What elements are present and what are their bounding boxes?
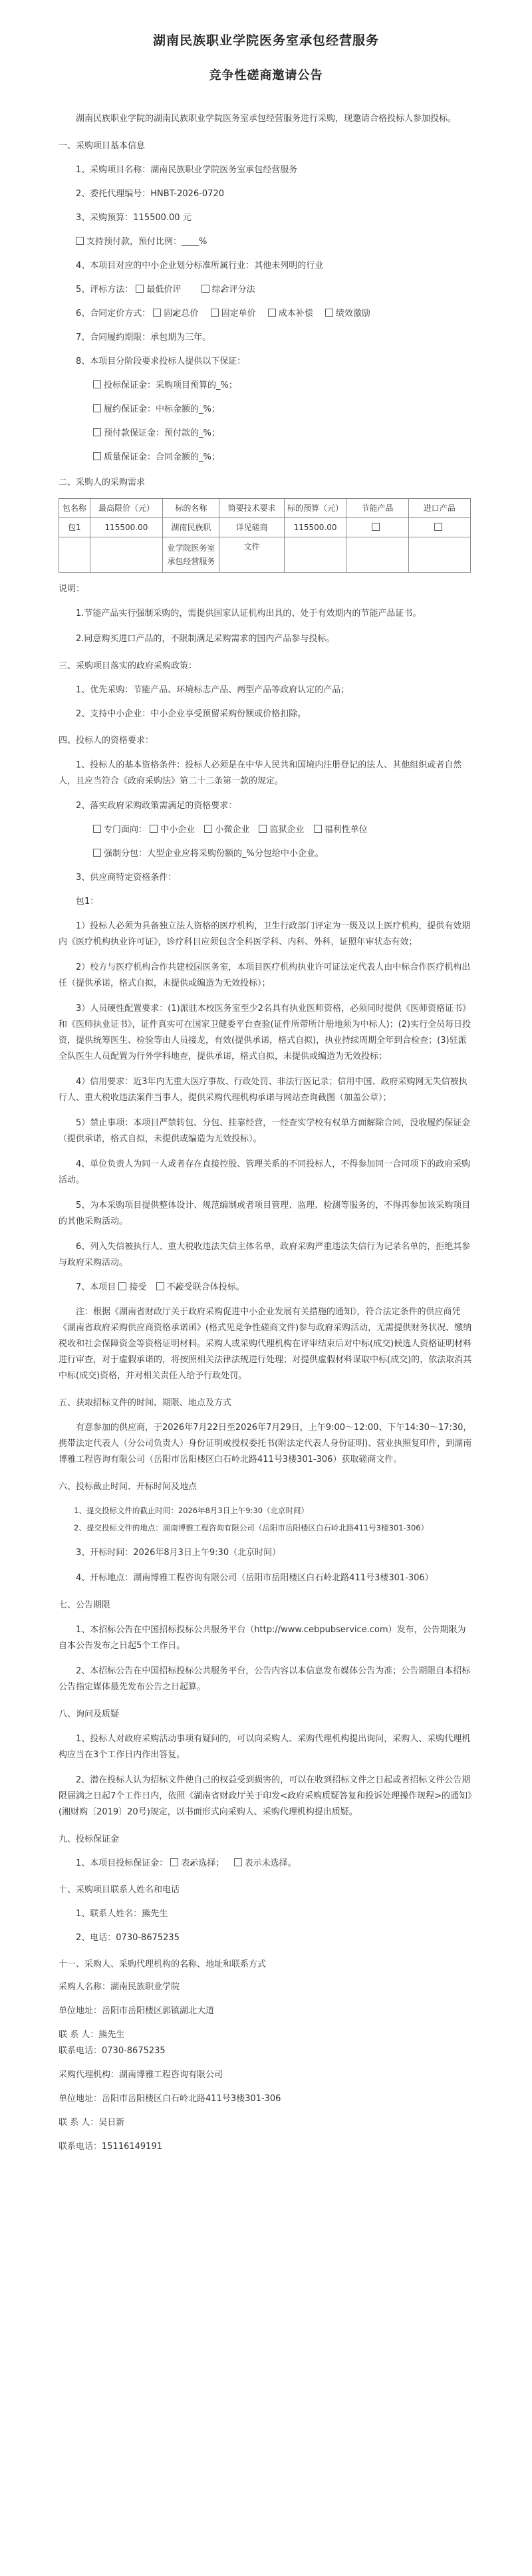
deadline-time: 1、提交投标文件的截止时间：2026年8月3日上午9:30（北京时间） [74,1506,309,1515]
col-header: 节能产品 [346,499,408,518]
prepay-checkbox[interactable] [76,237,84,245]
project-budget: 3、采购预算：115500.00 元 [76,213,192,223]
note-title: 说明： [59,584,85,594]
cell-empty [90,537,163,573]
deposit-item [59,426,473,441]
consortium-reject: 不接受联合体投标。 [166,1282,245,1292]
policy-1: 1、优先采购：节能产品、环境标志产品、两型产品等政府认定的产品； [76,685,350,695]
obtain-docs: 有意参加的供应商，于2026年7月22日至2026年7月29日，上午9:00～12:00、下午14:30～17:30，携带法定代表人（分公司负责人）身份证明或授权委托书(附法定代表人身份证明)、营业执照复印件，到湖南博雅工程咨询有限公司（岳阳市岳阳楼区白石岭北路411号3楼301-306）获取磋商文件。 [59,1423,472,1465]
inquiry-1: 1、投标人对政府采购活动事项有疑问的，可以向采购人、采购代理机构提出询问，采购人、采购代理机构应当在3个工作日内作出答复。 [59,1734,471,1760]
cell-import [408,518,470,537]
section-10-heading: 十、采购项目联系人姓名和电话 [59,1885,180,1895]
section-3-heading: 三、采购项目落实的政府采购政策： [59,661,198,671]
deposit-checkbox[interactable] [93,452,101,460]
consortium-reject-checkbox[interactable] [156,1282,164,1290]
opt-micro: 小微企业 [215,825,250,835]
subcontract-label: 强制分包： [104,849,148,859]
prepay-value: ____% [182,237,207,247]
eval-opt2: 综合评分法 [211,285,255,295]
qual-item-1: 1）投标人必须为具备独立法人资格的医疗机构，卫生行政部门评定为一级及以上医疗机构，提供有效期内《医疗机构执业许可证》，诊疗科目应须包含全科医学科、内科、外科，证照年审状态有效； [59,921,471,947]
cell-item: 湖南民族职 [163,518,219,537]
sme-checkbox[interactable] [150,825,158,833]
dedicated-checkbox[interactable] [93,825,101,833]
section-8-heading: 八、询问及质疑 [59,1709,120,1719]
subcontract-checkbox[interactable] [93,849,101,857]
qual-specific: 3、供应商特定资格条件： [76,873,177,883]
opening-time: 3、开标时间：2026年8月3日上午9:30（北京时间） [76,1548,281,1558]
eval-method-row [59,283,473,297]
agent-name: 采购代理机构：湖南博雅工程咨询有限公司 [59,2070,223,2080]
dedicated-label: 专门面向： [104,825,148,835]
sme-industry: 4、本项目对应的中小企业划分标准所属行业：其他未列明的行业 [76,261,324,271]
deposit-item-label: 履约保证金：中标金额的_%； [104,404,220,414]
deposit-item-label: 质量保证金：合同金额的_%； [104,452,220,462]
deadline-place: 2、提交投标文件的地点：湖南博雅工程咨询有限公司（岳阳市岳阳楼区白石岭北路411号3楼301-306） [74,1523,429,1532]
requirements-table [59,498,471,573]
dedicated-row [59,823,473,837]
deposit-item [59,378,473,393]
buyer-contact: 联 系 人：熊先生 [59,2030,125,2040]
project-name: 1、采购项目名称：湖南民族职业学院医务室承包经营服务 [76,165,298,175]
table-header-row [59,499,471,518]
cell-budget: 115500.00 [284,518,346,537]
deposit-checkbox[interactable] [93,428,101,436]
qual-item-3: 3）人员硬性配置要求：(1)派驻本校医务室至少2名具有执业医师资格，必须同时提供《医师资格证书》和《医师执业证书》，证件真实可在国家卫健委平台查验(证件所带所计册地须为中标人)；(2)实行全员每日投资，提供统筹医生、检验等由人员接龙，有效(提供承诺，格式自拟)，执业持续周期全年到合检查；(3)驻派全队医生人员配置为行外学科地查，提供承诺，格式自拟，未提供或编造为无效投标； [59,1004,471,1062]
contract-opt1: 固定总价 [164,309,199,319]
cell-empty [59,537,90,573]
deposit-item-label: 投标保证金：采购项目预算的_%； [104,380,237,390]
eval-opt1: 最低价评 [146,285,182,295]
welfare-checkbox[interactable] [314,825,322,833]
deposit-item-label: 预付款保证金：预付款的_%； [104,428,220,438]
note-1: 1.节能产品实行强制采购的，需提供国家认证机构出具的、处于有效期内的节能产品证书。 [76,609,422,619]
agent-address: 单位地址：岳阳市岳阳楼区白石岭北路411号3楼301-306 [59,2094,281,2104]
contract-opt2: 固定单价 [221,309,256,319]
cell-item-cont: 业学院医务室承包经营服务 [163,537,219,573]
col-header: 包名称 [59,499,90,518]
subcontract-text: 大型企业应将采购份额的_%分包给中小企业。 [147,849,324,859]
contract-opt4: 绩效激励 [335,309,370,319]
section-4-heading: 四、投标人的资格要求： [59,736,154,746]
eval-lowest-price-checkbox[interactable] [136,285,144,293]
consortium-accept-checkbox[interactable] [118,1282,126,1290]
col-header: 最高限价（元） [90,499,163,518]
bid-bond-row [59,1856,473,1871]
section-5-heading: 五、获取招标文件的时间、期限、地点及方式 [59,1398,232,1408]
contract-fixed-total-checkbox[interactable] [153,309,161,317]
import-checkbox[interactable] [434,523,442,531]
cell-empty [346,537,408,573]
contract-incentive-checkbox[interactable] [325,309,333,317]
qual-5: 5、为本采购项目提供整体设计、规范编制或者项目管理、监理、检测等服务的，不得再参加该采购项目的其他采购活动。 [59,1201,471,1226]
section-11-heading: 十一、采购人、采购代理机构的名称、地址和联系方式 [59,1959,267,1969]
qual-basic: 1、投标人的基本资格条件：投标人必须是在中华人民共和国境内注册登记的法人、其他组织或者自然人，且应当符合《政府采购法》第二十二条第一款的规定。 [59,760,462,786]
intro-paragraph: 湖南民族职业学院的湖南民族职业学院医务室承包经营服务进行采购，现邀请合格投标人参加投标。 [76,114,457,124]
buyer-address: 单位地址：岳阳市岳阳楼区郭镇湖北大道 [59,2006,215,2016]
deposit-checkbox[interactable] [93,380,101,388]
cell-energy [346,518,408,537]
deposit-checkbox[interactable] [93,404,101,412]
energy-checkbox[interactable] [372,523,380,531]
contract-fixed-unit-checkbox[interactable] [211,309,219,317]
prepay-label: 支持预付款，预付比例： [86,237,182,247]
prison-checkbox[interactable] [259,825,267,833]
contract-opt3: 成本补偿 [278,309,313,319]
opt-welfare: 福利性单位 [324,825,368,835]
contact-phone: 2、电话：0730-8675235 [76,1933,180,1943]
qual-package: 包1： [76,897,99,907]
section-1-heading: 一、采购项目基本信息 [59,141,146,151]
eval-comprehensive-checkbox[interactable] [201,285,209,293]
agent-phone: 联系电话：15116149191 [59,2142,162,2152]
buyer-phone: 联系电话：0730-8675235 [59,2046,166,2056]
qual-item-4: 4）信用要求：近3年内无重大医疗事故、行政处罚、非法行医记录；信用中国、政府采购网无失信被执行人、重大税收违法案件当事人，提供采购代理机构承诺与网站查询截图（加盖公章）； [59,1077,467,1103]
section-2-heading: 二、采购人的采购需求 [59,478,146,488]
notice-period-1: 1、本招标公告在中国招标投标公共服务平台（http://www.cebpubservice.com）发布，公告期限为自本公告发布之日起5个工作日。 [59,1625,466,1651]
deposit-item [59,450,473,465]
qual-item-2: 2）校方与医疗机构合作共建校园医务室，本项目医疗机构执业许可证法定代表人由中标合作医疗机构出任（提供承诺，格式自拟，未提供或编造为无效投标）； [59,962,471,988]
qual-4: 4、单位负责人为同一人或者存在直接控股、管理关系的不同投标人，不得参加同一合同项下的政府采购活动。 [59,1159,471,1185]
consortium-row [59,1280,473,1295]
col-header: 标的预算（元） [284,499,346,518]
col-header: 进口产品 [408,499,470,518]
cell-empty [408,537,470,573]
prepay-row [59,235,473,249]
cell-limit: 115500.00 [90,518,163,537]
project-code: 2、委托代理编号：HNBT-2026-0720 [76,189,224,199]
bid-bond-label: 1、本项目投标保证金： [76,1858,168,1868]
consortium-label: 7、本项目 [76,1282,116,1292]
contract-cost-checkbox[interactable] [268,309,276,317]
opening-place: 4、开标地点：湖南博雅工程咨询有限公司（岳阳市岳阳楼区白石岭北路411号3楼301-306） [76,1573,434,1583]
notice-period-2: 2、本招标公告在中国招标投标公共服务平台，公告内容以本信息发布媒体公告为准；公告期限自本招标公告指定媒体最先发布公告之日起算。 [59,1666,471,1692]
opt-sme: 中小企业 [160,825,196,835]
table-row [59,518,471,537]
section-9-heading: 九、投标保证金 [59,1834,120,1844]
policy-2: 2、支持中小企业：中小企业享受预留采购份额或价格扣除。 [76,709,307,719]
page-subtitle: 竞争性磋商邀请公告 [209,69,323,82]
deposit-title: 8、本项目分阶段要求投标人提供以下保证： [76,357,246,366]
page-title: 湖南民族职业学院医务室承包经营服务 [152,33,379,48]
bid-bond-opt1: 表示选择； [181,1858,225,1868]
bid-bond-unselected-checkbox[interactable] [234,1858,242,1866]
consortium-accept: 接受 [129,1282,147,1292]
eval-method-label: 5、评标方法： [76,285,134,295]
table-row [59,537,471,573]
qual-item-5: 5）禁止事项：本项目严禁转包、分包、挂靠经营，一经查实学校有权单方面解除合同，没收履约保证金（提供承诺，格式自拟，未提供或编造为无效投标）。 [59,1118,471,1144]
note-2: 2.同意购买进口产品的，不限制满足采购需求的国内产品参与投标。 [76,634,335,644]
qual-policy: 2、落实政府采购政策需满足的资格要求： [76,801,237,811]
deposit-item [59,402,473,417]
bid-bond-opt2: 表示未选择。 [244,1858,297,1868]
qual-note: 注：根据《湖南省财政厅关于政府采购促进中小企业发展有关措施的通知》，符合法定条件的供应商凭《湖南省政府采购供应商资格承诺函》(格式见竞争性磋商文件)参与政府采购活动，无需提供财务状况、缴纳税收和社会保障资金等资格证明材料。采购人或采购代理机构在评审结束后对中标(成交)候选人资格证明材料进行审查，对于虚假承诺的，将按照相关法律法规进行处理；对提供虚假材料谋取中标(成交)的，依法取消其中标(成交)资格，并对相关责任人给予行政处罚。 [59,1307,472,1381]
col-header: 简要技术要求 [219,499,284,518]
cell-tech: 详见磋商 [219,518,284,537]
inquiry-2: 2、潜在投标人认为招标文件使自己的权益受到损害的，可以在收到招标文件之日起或者招标文件公告期限届满之日起7个工作日内，依照《湖南省财政厅关于印发<政府采购质疑答复和投诉处理操作规程>的通知》(湘财购〔2019〕20号)规定，以书面形式向采购人、采购代理机构提出质疑。 [59,1775,472,1817]
agent-contact: 联 系 人：吴日新 [59,2118,125,2128]
qual-6: 6、列入失信被执行人、重大税收违法失信主体名单，政府采购严重违法失信行为记录名单的，拒绝其参与政府采购活动。 [59,1242,471,1268]
contract-pricing-label: 6、合同定价方式： [76,309,151,319]
contact-name: 1、联系人姓名：熊先生 [76,1909,168,1919]
contract-term: 7、合同履约期限：承包期为三年。 [76,333,211,343]
subcontract-row [59,847,473,861]
opt-prison: 监狱企业 [269,825,305,835]
col-header: 标的名称 [163,499,219,518]
cell-tech-cont: 文件 [219,537,284,573]
cell-empty [284,537,346,573]
micro-checkbox[interactable] [204,825,212,833]
section-7-heading: 七、公告期限 [59,1600,111,1610]
cell-package: 包1 [59,518,90,537]
section-6-heading: 六、投标截止时间、开标时间及地点 [59,1482,198,1492]
bid-bond-selected-checkbox[interactable] [170,1858,178,1866]
buyer-name: 采购人名称：湖南民族职业学院 [59,1982,180,1992]
contract-pricing-row [59,307,473,321]
